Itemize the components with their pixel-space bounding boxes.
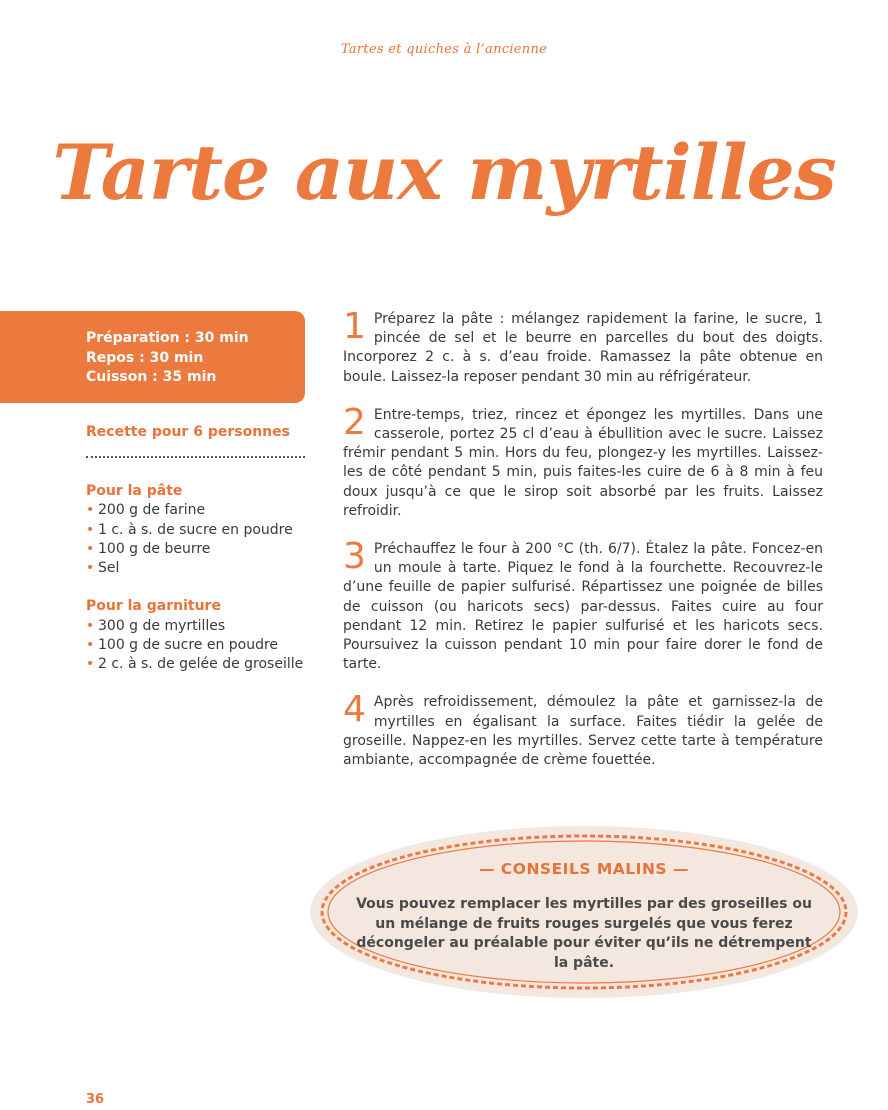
- step-number: 3: [343, 536, 366, 578]
- ingredient-item: • 2 c. à s. de gelée de groseille: [86, 655, 316, 674]
- ingredient-item: • 1 c. à s. de sucre en poudre: [86, 521, 316, 540]
- dotted-divider: [86, 456, 305, 458]
- step-number: 2: [343, 401, 366, 443]
- servings: Recette pour 6 personnes: [86, 424, 290, 440]
- step: [343, 689, 823, 770]
- ingredient-item: • Sel: [86, 559, 316, 578]
- ingredient-heading: Pour la garniture: [86, 598, 221, 615]
- ingredient-heading: Pour la pâte: [86, 483, 183, 499]
- ingredient-item: • 100 g de sucre en poudre: [86, 636, 316, 655]
- ingredient-item: • 300 g de myrtilles: [86, 617, 316, 636]
- ingredient-group-pate: [86, 482, 316, 578]
- ingredient-item: • 100 g de beurre: [86, 540, 316, 559]
- tips-box: [305, 822, 863, 1002]
- step-text: Préparez la pâte : mélangez rapidement la farine, le sucre, 1 pincée de sel et le beurre en parcelles du bout des doigts. Incorporez 2 c. à s. d’eau froide. Ramassez la pâte obtenue en boule. Laissez-la reposer pendant 30 min au réfrigérateur.: [343, 311, 823, 385]
- step-number: 4: [343, 689, 366, 731]
- step-text: Préchauffez le four à 200 °C (th. 6/7). Étalez la pâte. Foncez-en un moule à tarte. Piquez le fond à la fourchette. Recouvrez-le d’une feuille de papier sulfurisé. Répartissez une poignée de billes de cuisson (ou haricots secs) par-dessus. Faites cuire au four pendant 12 min. Retirez le papier sulfurisé et les haricots secs. Poursuivez la cuisson pendant 10 min pour faire dorer le fond de tarte.: [343, 541, 823, 673]
- step-text: Après refroidissement, démoulez la pâte et garnissez-la de myrtilles en égalisant la surface. Faites tiédir la gelée de groseille. Nappez-en les myrtilles. Servez cette tarte à température ambiante, accompagnée de crème fouettée.: [343, 694, 823, 769]
- running-head: Tartes et quiches à l’ancienne: [340, 42, 548, 57]
- rest-time: Repos : 30 min: [86, 349, 204, 366]
- ingredient-list: [86, 617, 316, 675]
- page-number: 36: [86, 1092, 105, 1107]
- step-text: Entre-temps, triez, rincez et épongez les myrtilles. Dans une casserole, portez 25 cl d’eau à ébullition avec le sucre. Laissez frémir pendant 5 min. Hors du feu, plongez-y les myrtilles. Laissez-les de côté pendant 5 min, puis faites-les cuire de 6 à 8 min à feu doux jusqu’à ce que le sirop soit absorbé par les fruits. Laissez refroidir.: [343, 406, 823, 519]
- tips-text: Vous pouvez remplacer les myrtilles par des groseilles ou un mélange de fruits rouges surgelés que vous ferez décongeler au préalable pour éviter qu’ils ne détrempent la pâte.: [356, 896, 812, 971]
- step: [343, 401, 823, 521]
- step: [343, 536, 823, 674]
- step: [343, 306, 823, 387]
- recipe-title: Tarte aux myrtilles: [52, 128, 836, 217]
- steps: [343, 306, 823, 770]
- cook-time: Cuisson : 35 min: [86, 369, 217, 385]
- times-box: [0, 311, 305, 403]
- ingredient-list: [86, 501, 316, 578]
- ingredient-item: • 200 g de farine: [86, 501, 316, 520]
- tips-title: — CONSEILS MALINS —: [479, 860, 689, 878]
- ingredient-group-garniture: [86, 597, 316, 674]
- step-number: 1: [343, 306, 366, 347]
- prep-time: Préparation : 30 min: [86, 330, 249, 346]
- ingredients: [86, 482, 316, 675]
